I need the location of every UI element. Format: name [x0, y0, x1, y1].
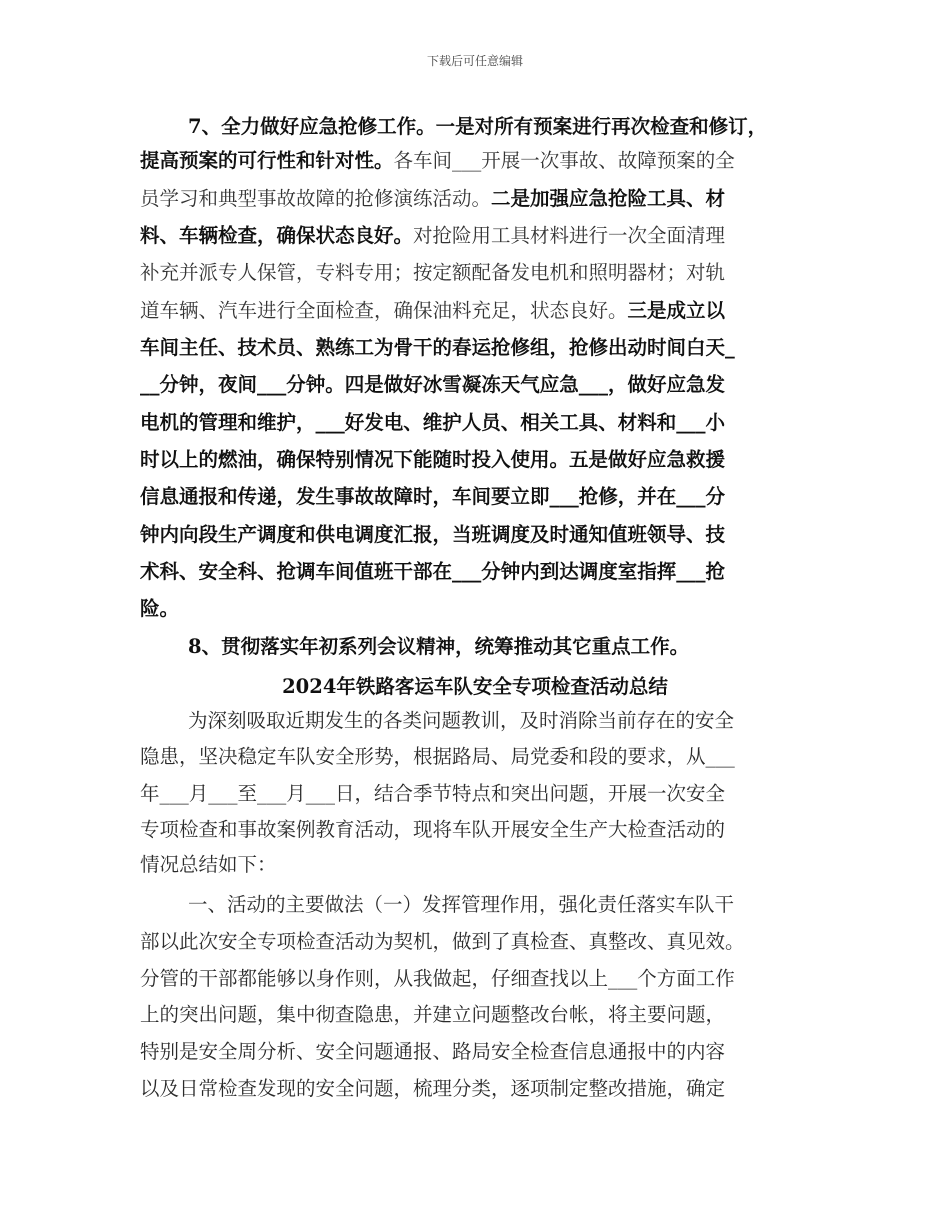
section7-line-12: 钟内向段生产调度和供电调度汇报，当班调度及时通知值班领导、技 — [140, 523, 726, 546]
section7-heading: 7、全力做好应急抢修工作。一是对所有预案进行再次检查和修订， — [188, 115, 768, 138]
summary-line: 分管的干部都能够以身作则，从我做起，仔细查找以上___个方面工作 — [140, 967, 735, 990]
section7-line-1 — [188, 112, 838, 142]
summary-line: 一、活动的主要做法（一）发挥管理作用，强化责任落实车队干 — [188, 893, 735, 916]
section7-line-14: 险。 — [140, 597, 180, 620]
section7-line-3: 员学习和典型事故故障的抢修演练活动。二是加强应急抢险工具、材 — [140, 187, 726, 210]
summary-line: 隐患，坚决稳定车队安全形势，根据路局、局党委和段的要求，从___ — [140, 745, 735, 768]
section7-line-7: 车间主任、技术员、熟练工为骨干的春运抢修组，抢修出动时间白天_ — [140, 336, 735, 359]
section7-line-10: 时以上的燃油，确保特别情况下能随时投入使用。五是做好应急救援 — [140, 448, 726, 471]
section7-line-5: 补充并派专人保管，专料专用；按定额配备发电机和照明器材；对轨 — [140, 261, 726, 284]
section7-line-2: 提高预案的可行性和针对性。各车间___开展一次事故、故障预案的全 — [140, 149, 735, 172]
summary-line: 部以此次安全专项检查活动为契机，做到了真检查、真整改、真见效。 — [140, 930, 745, 953]
summary-line: 情况总结如下： — [140, 853, 277, 876]
section7-line-6: 道车辆、汽车进行全面检查，确保油料充足，状态良好。三是成立以 — [140, 299, 726, 322]
summary-line: 专项检查和事故案例教育活动，现将车队开展安全生产大检查活动的 — [140, 818, 726, 841]
section7-line-9: 电机的管理和维护，___好发电、维护人员、相关工具、材料和___小 — [140, 411, 726, 434]
summary-line: 上的突出问题，集中彻查隐患，并建立问题整改台帐，将主要问题， — [140, 1003, 726, 1026]
page-header: 下载后可任意编辑 — [426, 54, 523, 68]
summary-line: 年___月___至___月___日，结合季节特点和突出问题，开展一次安全 — [140, 782, 726, 805]
section7-line-4: 料、车辆检查，确保状态良好。对抢险用工具材料进行一次全面清理 — [140, 224, 726, 247]
summary-line: 特别是安全周分析、安全问题通报、路局安全检查信息通报中的内容 — [140, 1040, 726, 1063]
section8-heading: 8、贯彻落实年初系列会议精神，统筹推动其它重点工作。 — [188, 635, 690, 658]
section7-line-13: 术科、安全科、抢调车间值班干部在___分钟内到达调度室指挥___抢 — [140, 560, 726, 583]
section7-line-8: __分钟，夜间___分钟。四是做好冰雪凝冻天气应急___，做好应急发 — [140, 373, 726, 396]
summary-line: 以及日常检查发现的安全问题，梳理分类，逐项制定整改措施，确定 — [140, 1077, 726, 1100]
section7-line-11: 信息通报和传递，发生事故故障时，车间要立即___抢修，并在___分 — [140, 485, 726, 508]
summary-line: 为深刻吸取近期发生的各类问题教训，及时消除当前存在的安全 — [188, 709, 735, 732]
summary-title: 2024年铁路客运车队安全专项检查活动总结 — [282, 675, 668, 698]
